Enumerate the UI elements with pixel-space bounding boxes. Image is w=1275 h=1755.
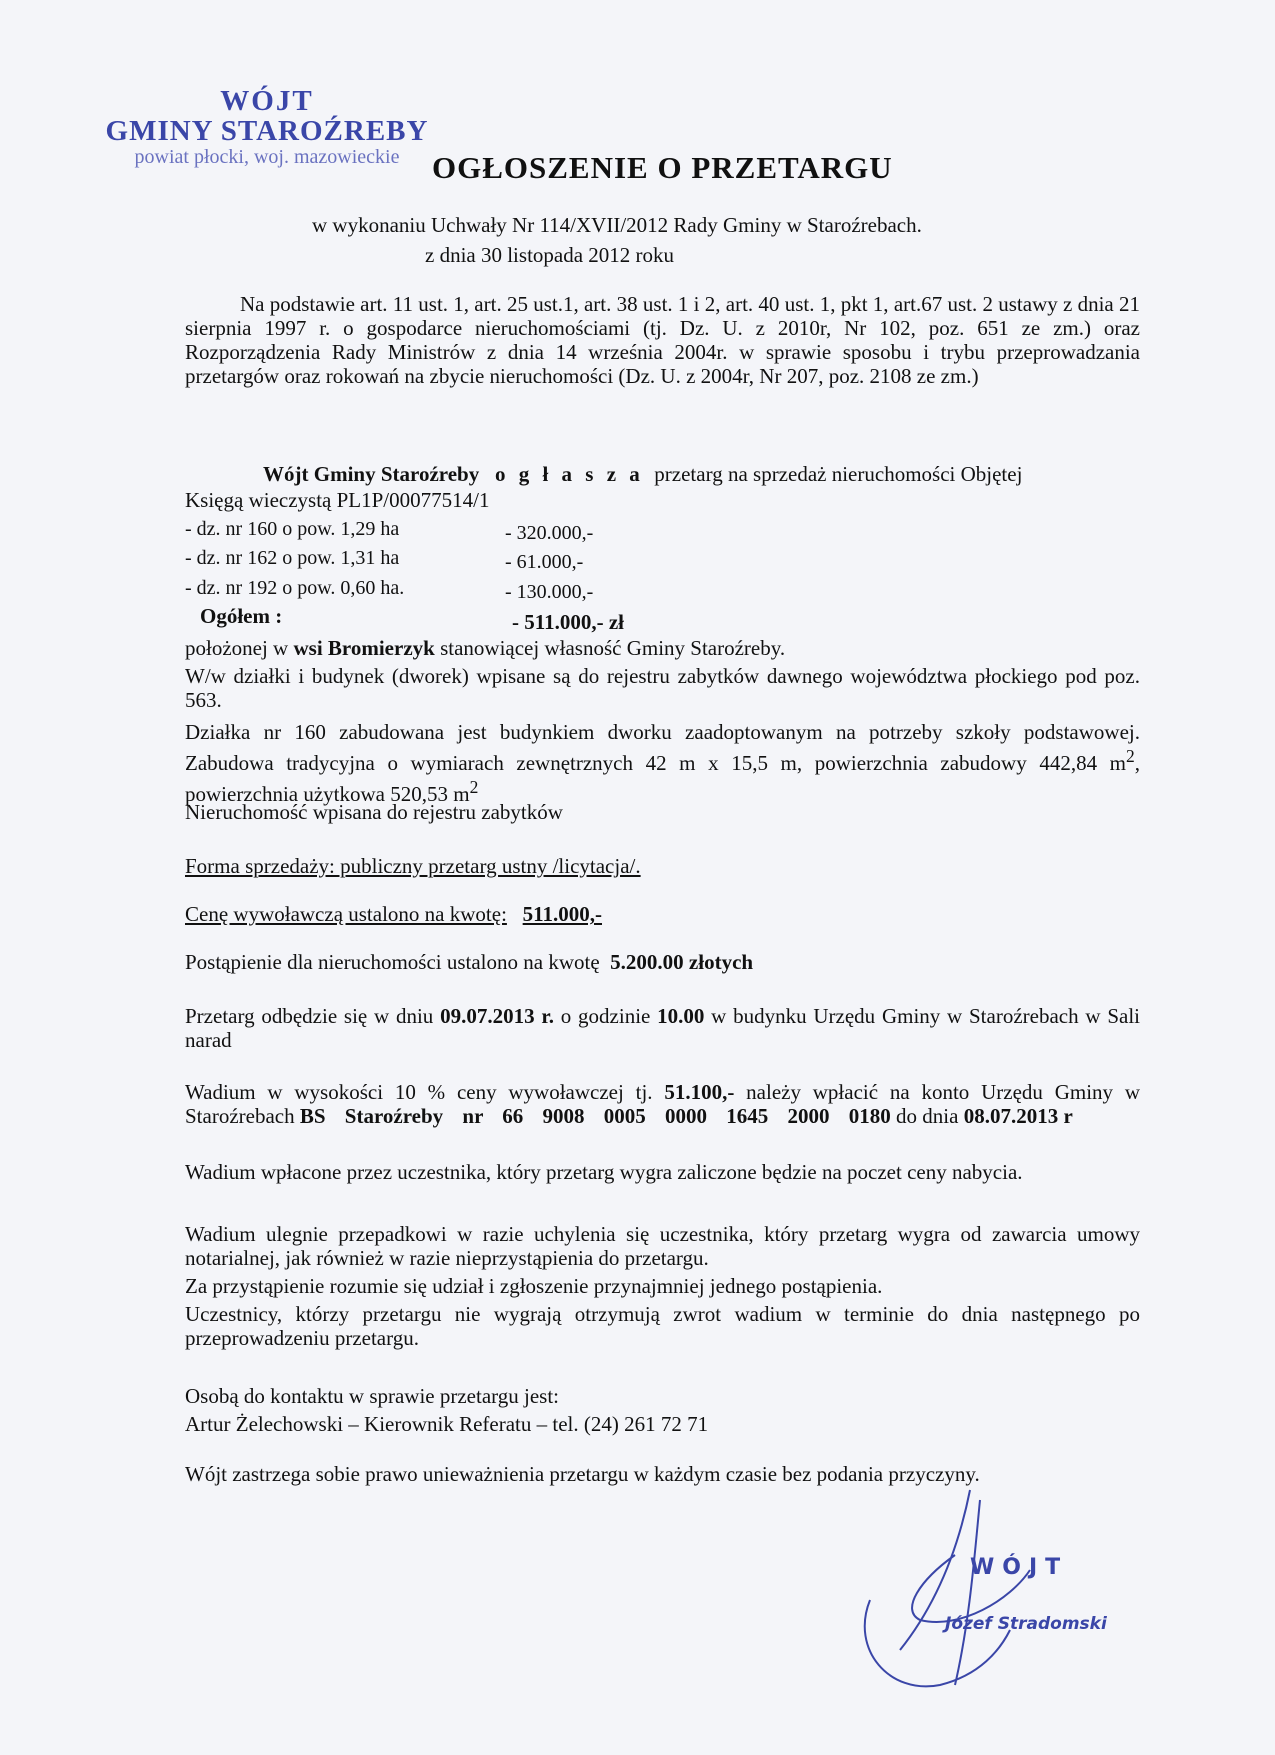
building-text: Działka nr 160 zabudowana jest budynkiem dworku zaadoptowanym na potrzeby szkoły podstawowej. Zabudowa tradycyjna o wymiarach zewnętrznych 42 m x 15,5 m, powierzchnia zabudowy 442,84 m [185,720,1140,775]
announcement-line [185,462,1140,486]
increment-value: 5.200.00 złotych [610,950,754,974]
stamp-line-1: WÓJT [220,85,314,117]
announcer: Wójt Gminy Staroźreby [263,462,480,486]
deposit-pre2: do dnia [890,1104,964,1128]
subtitle-line-1: w wykonaniu Uchwały Nr 114/XVII/2012 Rady Gminy w Staroźrebach. [312,213,922,237]
deposit-deadline: 08.07.2013 r [963,1104,1073,1128]
handwritten-signature [860,1480,1160,1700]
rule-4: Uczestnicy, którzy przetargu nie wygrają otrzymują zwrot wadium w terminie do dnia następnego po przeprowadzeniu przetargu. [185,1302,1140,1350]
price-label: Cenę wywoławczą ustalono na kwotę: [185,902,507,926]
subtitle-line-2: z dnia 30 listopada 2012 roku [425,243,675,267]
location-pre: położonej w [185,636,294,660]
office-stamp [92,86,442,168]
rule-3: Za przystąpienie rozumie się udział i zgłoszenie przynajmniej jednego postąpienia. [185,1274,883,1298]
auction-date: 09.07.2013 r. [440,1004,554,1028]
plot-3-label: - dz. nr 192 o pow. 0,60 ha. [185,577,405,599]
announce-rest: przetarg na sprzedaż nieruchomości Objętej [654,462,1023,486]
stamp-line-3: powiat płocki, woj. mazowieckie [134,146,400,168]
village-name: wsi Bromierzyk [293,636,435,660]
contact-line-1: Osobą do kontaktu w sprawie przetargu jest: [185,1384,560,1408]
bank-account: BS Staroźreby nr 66 9008 0005 0000 1645 2000 0180 [299,1104,891,1128]
plot-1-label: - dz. nr 160 o pow. 1,29 ha [185,518,400,540]
location-line [185,636,1140,660]
page-title: OGŁOSZENIE O PRZETARGU [432,150,893,185]
auction-time: 10.00 [657,1004,705,1028]
contact-line-2: Artur Żelechowski – Kierownik Referatu – tel. (24) 261 72 71 [185,1412,709,1436]
auction-mid: o godzinie [554,1004,658,1028]
building-mid: , powierzchnia użytkowa 520,53 m [185,751,1140,806]
auction-post: w budynku Urzędu Gminy w Staroźrebach w Sali narad [185,1004,1140,1052]
plot-2-label: - dz. nr 162 o pow. 1,31 ha [185,547,400,569]
signature-stamp: WÓJT [970,1555,1069,1580]
increment-line [185,950,1140,974]
building-sup-1: 2 [1126,746,1135,766]
plot-1-price: - 320.000,- [505,522,594,544]
announce-verb: o g ł a s z a [494,462,644,486]
total-label: Ogółem : [200,604,283,628]
deposit-pre: Wadium w wysokości 10 % ceny wywoławczej tj. [185,1080,665,1104]
increment-label: Postąpienie dla nieruchomości ustalono na kwotę [185,950,600,974]
sale-form-line: Forma sprzedaży: publiczny przetarg ustny /licytacja/. [185,854,641,878]
plot-3-price: - 130.000,- [505,581,594,603]
signatory-name: Józef Stradomski [945,1614,1107,1634]
deposit-mid: należy wpłacić na konto Urzędu Gminy w Staroźrebach [185,1080,1140,1128]
registry-line: Nieruchomość wpisana do rejestru zabytków [185,800,563,824]
building-paragraph [185,720,1140,806]
deposit-paragraph [185,1080,1140,1128]
total-value: - 511.000,- zł [512,610,624,634]
reserve-paragraph: Wójt zastrzega sobie prawo unieważnienia przetargu w każdym czasie bez podania przyczyny. [185,1462,980,1486]
auction-pre: Przetarg odbędzie się w dniu [185,1004,441,1028]
land-register-line: Księgą wieczystą PL1P/00077514/1 [185,488,490,512]
plot-2-price: - 61.000,- [505,551,584,573]
rule-2: Wadium ulegnie przepadkowi w razie uchylenia się uczestnika, który przetarg wygra od zawarcia umowy notarialnej, jak również w razie nieprzystąpienia do przetargu. [185,1222,1140,1270]
monument-paragraph: W/w działki i budynek (dworek) wpisane są do rejestru zabytków dawnego województwa płockiego pod poz. 563. [185,664,1140,712]
legal-basis-paragraph: Na podstawie art. 11 ust. 1, art. 25 ust.1, art. 38 ust. 1 i 2, art. 40 ust. 1, pkt 1, art.67 ust. 2 ustawy z dnia 21 sierpnia 1997 r. o gospodarce nieruchomościami (tj. Dz. U. z 2010r, Nr 102, poz. 651 ze zm.) oraz Rozporządzenia Rady Ministrów z dnia 14 września 2004r. w sprawie sposobu i trybu przeprowadzania przetargów oraz rokowań na zbycie nieruchomości (Dz. U. z 2004r, Nr 207, poz. 2108 ze zm.) [185,292,1140,388]
stamp-line-2: GMINY STAROŹREBY [105,115,429,147]
building-sup-2: 2 [469,777,479,797]
price-line [185,902,1140,926]
deposit-amount: 51.100,- [664,1080,735,1104]
auction-paragraph [185,1004,1140,1052]
rule-1: Wadium wpłacone przez uczestnika, który przetarg wygra zaliczone będzie na poczet ceny nabycia. [185,1160,1023,1184]
price-value: 511.000,- [522,902,602,926]
location-post: stanowiącej własność Gminy Staroźreby. [434,636,786,660]
